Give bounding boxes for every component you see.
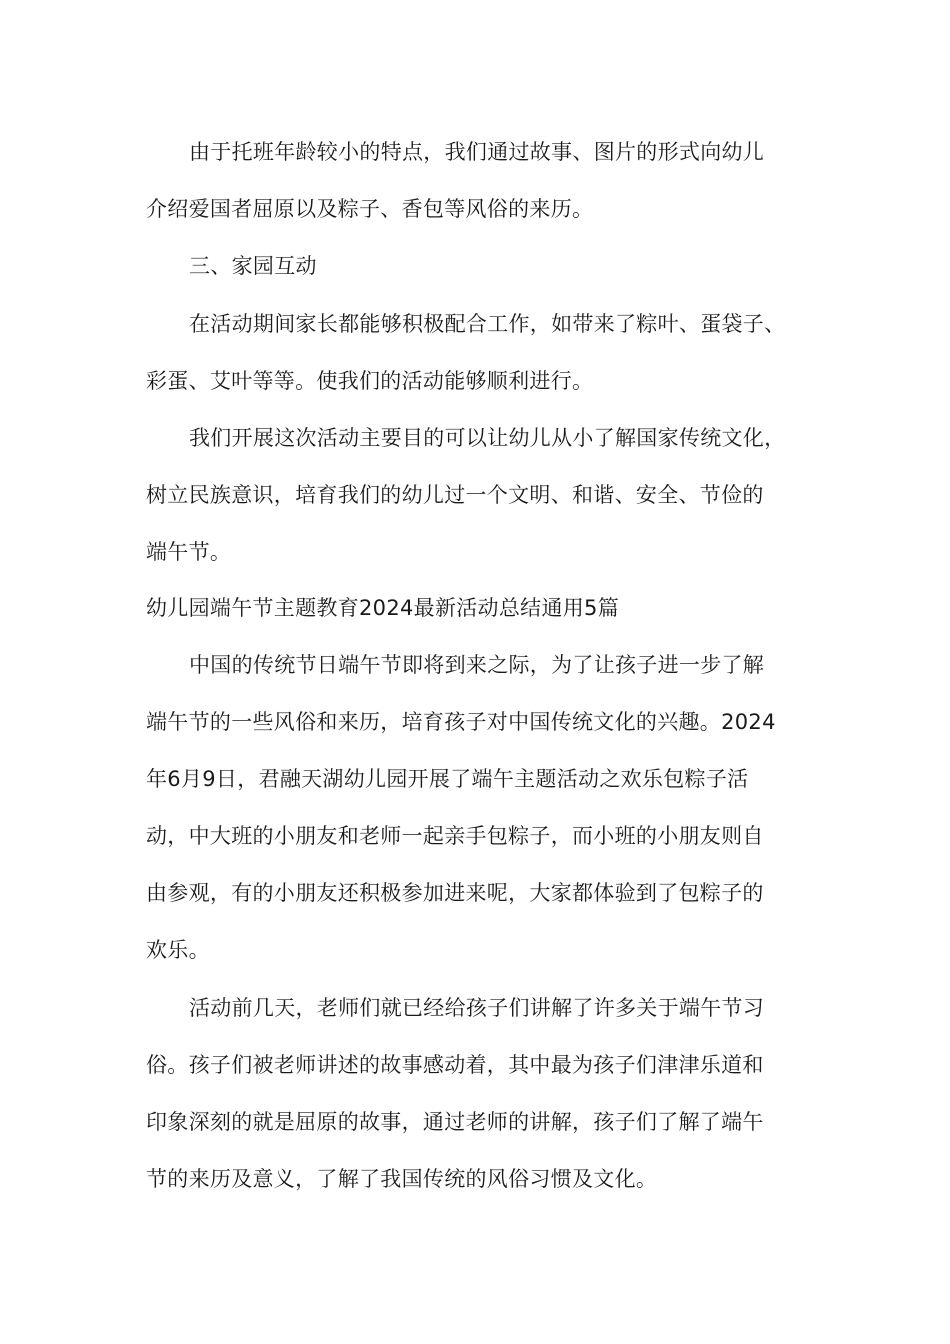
paragraph-line: 年6月9日，君融天湖幼儿园开展了端午主题活动之欢乐包粽子活 [146, 767, 749, 791]
paragraph-line: 欢乐。 [146, 938, 210, 962]
paragraph-line: 由于托班年龄较小的特点，我们通过故事、图片的形式向幼儿 [189, 140, 765, 164]
paragraph-line: 端午节的一些风俗和来历，培育孩子对中国传统文化的兴趣。2024 [146, 710, 776, 734]
paragraph-line: 在活动期间家长都能够积极配合工作，如带来了粽叶、蛋袋子、 [189, 312, 786, 336]
paragraph-line: 端午节。 [146, 540, 232, 564]
paragraph-line: 活动前几天，老师们就已经给孩子们讲解了许多关于端午节习 [189, 996, 765, 1020]
paragraph-line: 介绍爱国者屈原以及粽子、香包等风俗的来历。 [146, 197, 594, 221]
paragraph-line: 印象深刻的就是屈原的故事，通过老师的讲解，孩子们了解了端午 [146, 1110, 764, 1134]
article-title: 幼儿园端午节主题教育2024最新活动总结通用5篇 [146, 596, 620, 620]
paragraph-line: 中国的传统节日端午节即将到来之际，为了让孩子进一步了解 [189, 653, 765, 677]
paragraph-line: 由参观，有的小朋友还积极参加进来呢，大家都体验到了包粽子的 [146, 881, 764, 905]
paragraph-line: 动，中大班的小朋友和老师一起亲手包粽子，而小班的小朋友则自 [146, 824, 764, 848]
paragraph-line: 俗。孩子们被老师讲述的故事感动着，其中最为孩子们津津乐道和 [146, 1053, 764, 1077]
section-heading: 三、家园互动 [189, 254, 317, 278]
paragraph-line: 我们开展这次活动主要目的可以让幼儿从小了解国家传统文化， [189, 426, 786, 450]
paragraph-line: 树立民族意识，培育我们的幼儿过一个文明、和谐、安全、节俭的 [146, 483, 764, 507]
paragraph-line: 彩蛋、艾叶等等。使我们的活动能够顺利进行。 [146, 369, 594, 393]
paragraph-line: 节的来历及意义，了解了我国传统的风俗习惯及文化。 [146, 1167, 658, 1191]
